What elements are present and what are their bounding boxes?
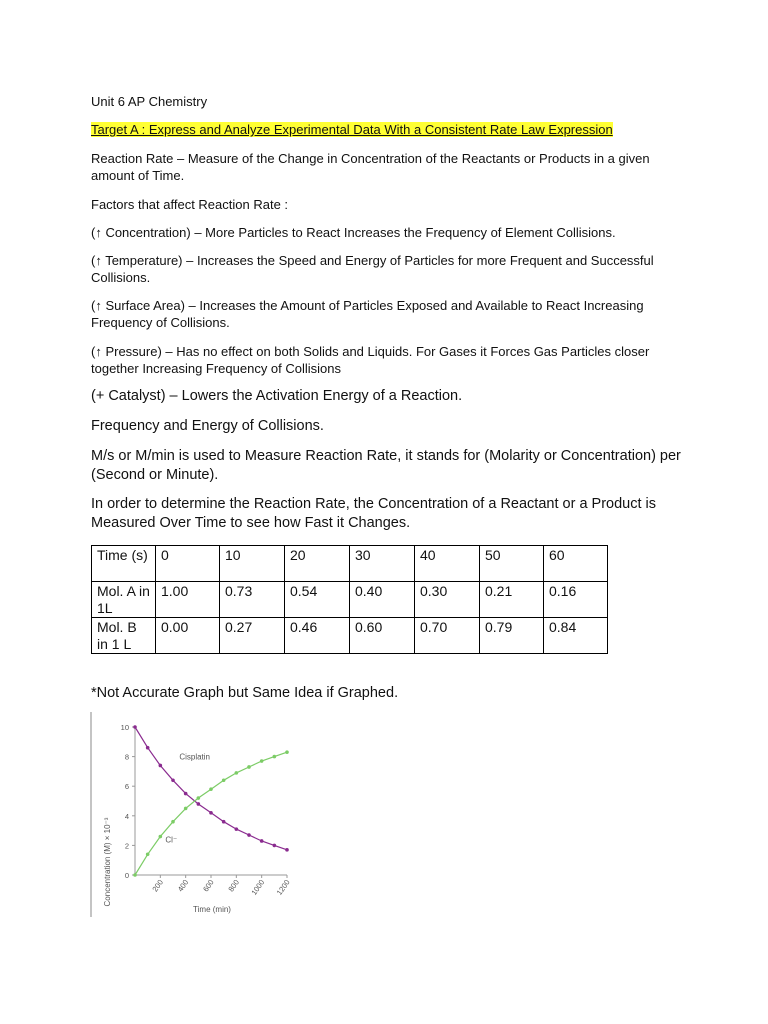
frequency-line: Frequency and Energy of Collisions. bbox=[91, 418, 324, 434]
table-cell: 30 bbox=[350, 546, 415, 582]
data-point bbox=[222, 820, 226, 824]
x-tick-label: 400 bbox=[175, 877, 191, 894]
factor-pressure: (↑ Pressure) – Has no effect on both Solids and Liquids. For Gases it Forces Gas Particles closer together Increasing Frequency of Collisions bbox=[91, 344, 650, 376]
units-paragraph: M/s or M/min is used to Measure Reaction Rate, it stands for (Molarity or Concentration) per (Second or Minute). bbox=[91, 448, 681, 483]
table-cell: 0.54 bbox=[285, 582, 350, 618]
data-point bbox=[146, 852, 150, 856]
table-cell: 0.60 bbox=[350, 618, 415, 654]
data-point bbox=[146, 746, 150, 750]
target-highlight: Target A : Express and Analyze Experimental Data With a Consistent Rate Law Expression bbox=[91, 122, 613, 137]
data-point bbox=[197, 802, 201, 806]
table-row bbox=[92, 618, 608, 654]
table-row bbox=[92, 546, 608, 582]
plot-area bbox=[121, 723, 292, 897]
table-cell: 0.46 bbox=[285, 618, 350, 654]
data-point bbox=[247, 833, 251, 837]
data-point bbox=[159, 835, 163, 839]
reaction-rate-definition: Reaction Rate – Measure of the Change in Concentration of the Reactants or Products in a given amount of Time. bbox=[91, 151, 650, 183]
data-point bbox=[133, 725, 137, 729]
concentration-chart bbox=[90, 712, 320, 917]
series-label-cisplatin: Cisplatin bbox=[179, 752, 211, 762]
table-cell: 0 bbox=[156, 546, 220, 582]
data-point bbox=[273, 844, 277, 848]
concentration-table bbox=[91, 545, 608, 654]
chart-svg bbox=[90, 712, 320, 917]
data-point bbox=[247, 765, 251, 769]
row-label: Mol. B in 1 L bbox=[92, 618, 156, 654]
target-line bbox=[91, 121, 691, 138]
data-point bbox=[171, 778, 175, 782]
table-cell: 60 bbox=[544, 546, 608, 582]
data-point bbox=[260, 759, 264, 763]
table-row bbox=[92, 582, 608, 618]
data-point bbox=[285, 848, 289, 852]
table-cell: 0.30 bbox=[415, 582, 480, 618]
data-point bbox=[235, 771, 239, 775]
table-cell: 0.00 bbox=[156, 618, 220, 654]
x-tick-label: 1000 bbox=[249, 877, 267, 897]
catalyst-line: (+ Catalyst) – Lowers the Activation Energy of a Reaction. bbox=[91, 388, 463, 404]
data-point bbox=[171, 820, 175, 824]
data-point bbox=[222, 778, 226, 782]
x-tick-label: 1200 bbox=[274, 877, 292, 897]
x-tick-label: 800 bbox=[226, 877, 241, 894]
y-tick-label: 4 bbox=[124, 811, 129, 821]
y-tick-label: 0 bbox=[124, 871, 129, 880]
row-label: Mol. A in 1L bbox=[92, 582, 156, 618]
row-label: Time (s) bbox=[92, 546, 156, 582]
graph-note: *Not Accurate Graph but Same Idea if Graphed. bbox=[91, 685, 399, 701]
x-axis-label: Time (min) bbox=[193, 905, 231, 914]
doc-title: Unit 6 AP Chemistry bbox=[91, 94, 208, 109]
data-point bbox=[273, 755, 277, 759]
table-cell: 0.21 bbox=[480, 582, 544, 618]
table-cell: 40 bbox=[415, 546, 480, 582]
table-cell: 50 bbox=[480, 546, 544, 582]
factors-heading: Factors that affect Reaction Rate : bbox=[91, 197, 289, 212]
method-paragraph: In order to determine the Reaction Rate, the Concentration of a Reactant or a Product is Measured Over Time to see how Fast it Changes. bbox=[91, 496, 657, 531]
factor-concentration: (↑ Concentration) – More Particles to React Increases the Frequency of Element Collisions. bbox=[91, 225, 616, 240]
table-cell: 1.00 bbox=[156, 582, 220, 618]
table-cell: 0.73 bbox=[220, 582, 285, 618]
y-tick-label: 8 bbox=[124, 752, 129, 762]
data-point bbox=[133, 873, 137, 877]
series-label-chloride: Cl⁻ bbox=[165, 835, 178, 845]
data-point bbox=[209, 811, 213, 815]
data-point bbox=[159, 764, 163, 768]
data-point bbox=[184, 807, 188, 811]
data-point bbox=[235, 827, 239, 831]
factor-surface-area: (↑ Surface Area) – Increases the Amount of Particles Exposed and Available to React Increasing Frequency of Collisions. bbox=[91, 298, 644, 330]
table-cell: 0.27 bbox=[220, 618, 285, 654]
factor-temperature: (↑ Temperature) – Increases the Speed and Energy of Particles for more Frequent and Successful Collisions. bbox=[91, 253, 654, 285]
data-point bbox=[184, 792, 188, 796]
table-cell: 10 bbox=[220, 546, 285, 582]
table-cell: 20 bbox=[285, 546, 350, 582]
y-tick-label: 10 bbox=[120, 723, 129, 732]
y-axis-label: Concentration (M) × 10⁻³ bbox=[103, 817, 112, 907]
y-tick-label: 2 bbox=[124, 841, 129, 851]
table-cell: 0.79 bbox=[480, 618, 544, 654]
table-cell: 0.70 bbox=[415, 618, 480, 654]
data-point bbox=[260, 839, 264, 843]
x-tick-label: 200 bbox=[150, 877, 165, 894]
data-point bbox=[285, 750, 289, 754]
table-cell: 0.84 bbox=[544, 618, 608, 654]
table-cell: 0.16 bbox=[544, 582, 608, 618]
y-tick-label: 6 bbox=[124, 782, 129, 792]
x-tick-label: 600 bbox=[201, 877, 216, 894]
data-point bbox=[209, 787, 213, 791]
table-cell: 0.40 bbox=[350, 582, 415, 618]
data-point bbox=[197, 796, 201, 800]
